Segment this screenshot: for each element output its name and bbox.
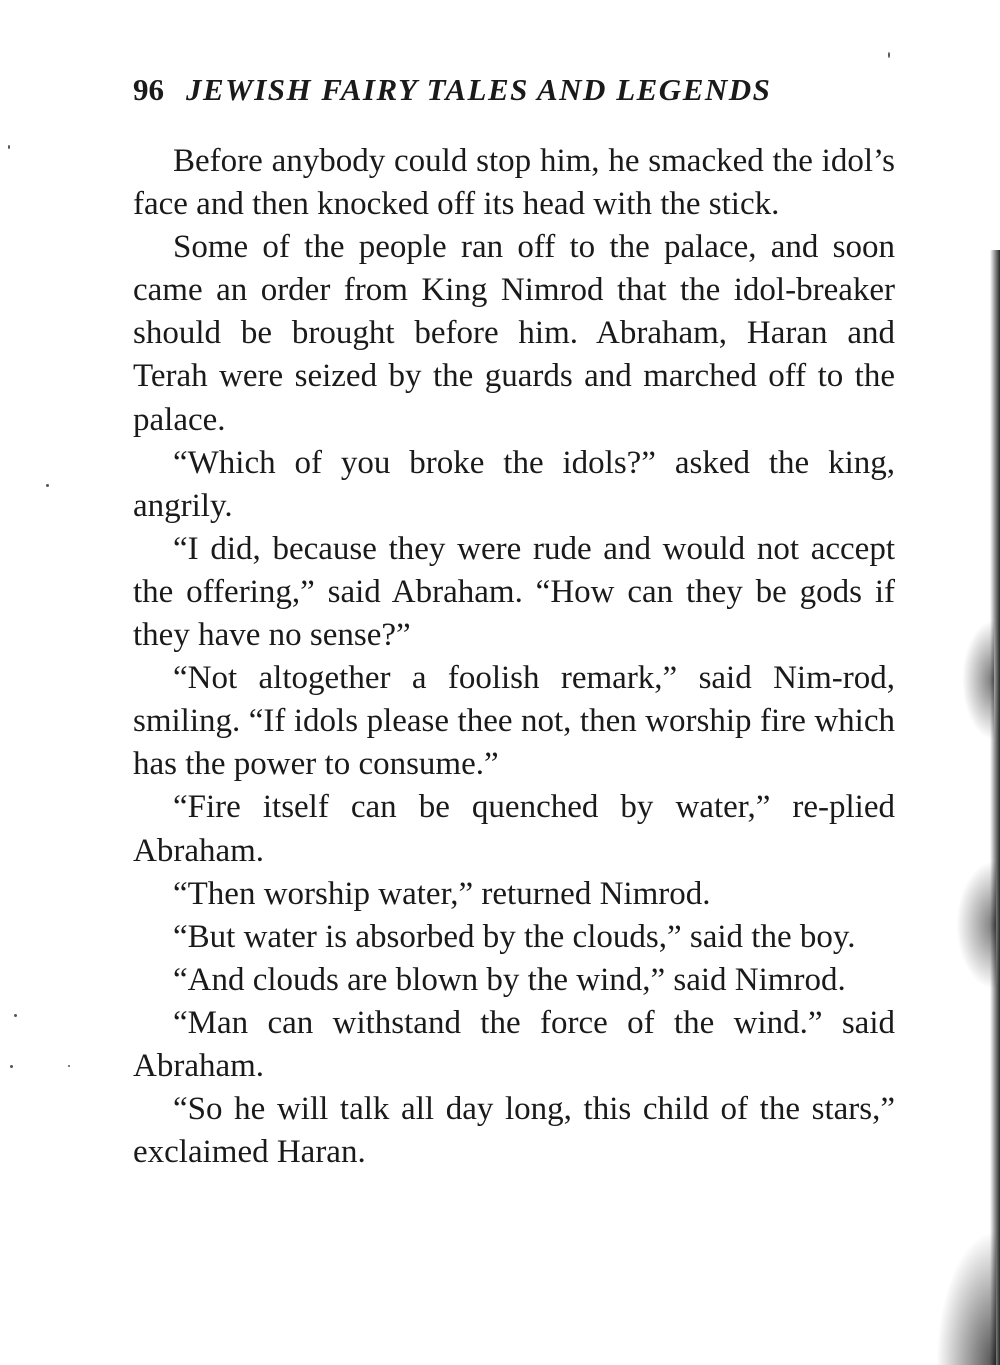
- paragraph: Some of the people ran off to the palace, and soon came an order from King Nimrod that the idol-breaker should be brought before him. Abraham, Haran and Terah were seized by the guards and marched off to the palace.: [133, 229, 895, 438]
- paper-speck: [8, 145, 10, 149]
- paper-speck: [46, 484, 49, 487]
- paragraph: “So he will talk all day long, this child of the stars,” exclaimed Haran.: [133, 1091, 895, 1171]
- running-title: JEWISH FAIRY TALES AND LEGENDS: [186, 72, 772, 107]
- paragraph: “Which of you broke the idols?” asked the king, angrily.: [133, 444, 895, 524]
- paragraph: “But water is absorbed by the clouds,” said the boy.: [173, 918, 856, 955]
- paragraph: “Then worship water,” returned Nimrod.: [173, 875, 711, 912]
- body-text: [133, 140, 895, 1174]
- paragraph: “And clouds are blown by the wind,” said Nimrod.: [173, 961, 846, 998]
- page-edge-shadow: [990, 250, 1000, 1365]
- page-edge-shadow: [962, 620, 994, 740]
- paragraph: “Man can withstand the force of the wind.” said Abraham.: [133, 1004, 895, 1084]
- paper-speck: [888, 52, 890, 58]
- paragraph: Before anybody could stop him, he smacked the idol’s face and then knocked off its head with the stick.: [133, 143, 895, 223]
- page-edge-shadow: [936, 1230, 996, 1365]
- paper-speck: [68, 1065, 70, 1067]
- running-header: [133, 70, 893, 110]
- page-edge-shadow: [956, 860, 996, 990]
- paragraph: “I did, because they were rude and would not accept the offering,” said Abraham. “How can they be gods if they have no sense?”: [133, 530, 895, 654]
- paragraph: “Fire itself can be quenched by water,” re-plied Abraham.: [133, 789, 895, 869]
- paper-speck: [14, 1014, 17, 1017]
- paper-speck: [10, 1065, 13, 1068]
- paragraph: “Not altogether a foolish remark,” said Nim-rod, smiling. “If idols please thee not, then worship fire which has the power to consume.”: [133, 660, 895, 783]
- page-number: 96: [133, 72, 164, 107]
